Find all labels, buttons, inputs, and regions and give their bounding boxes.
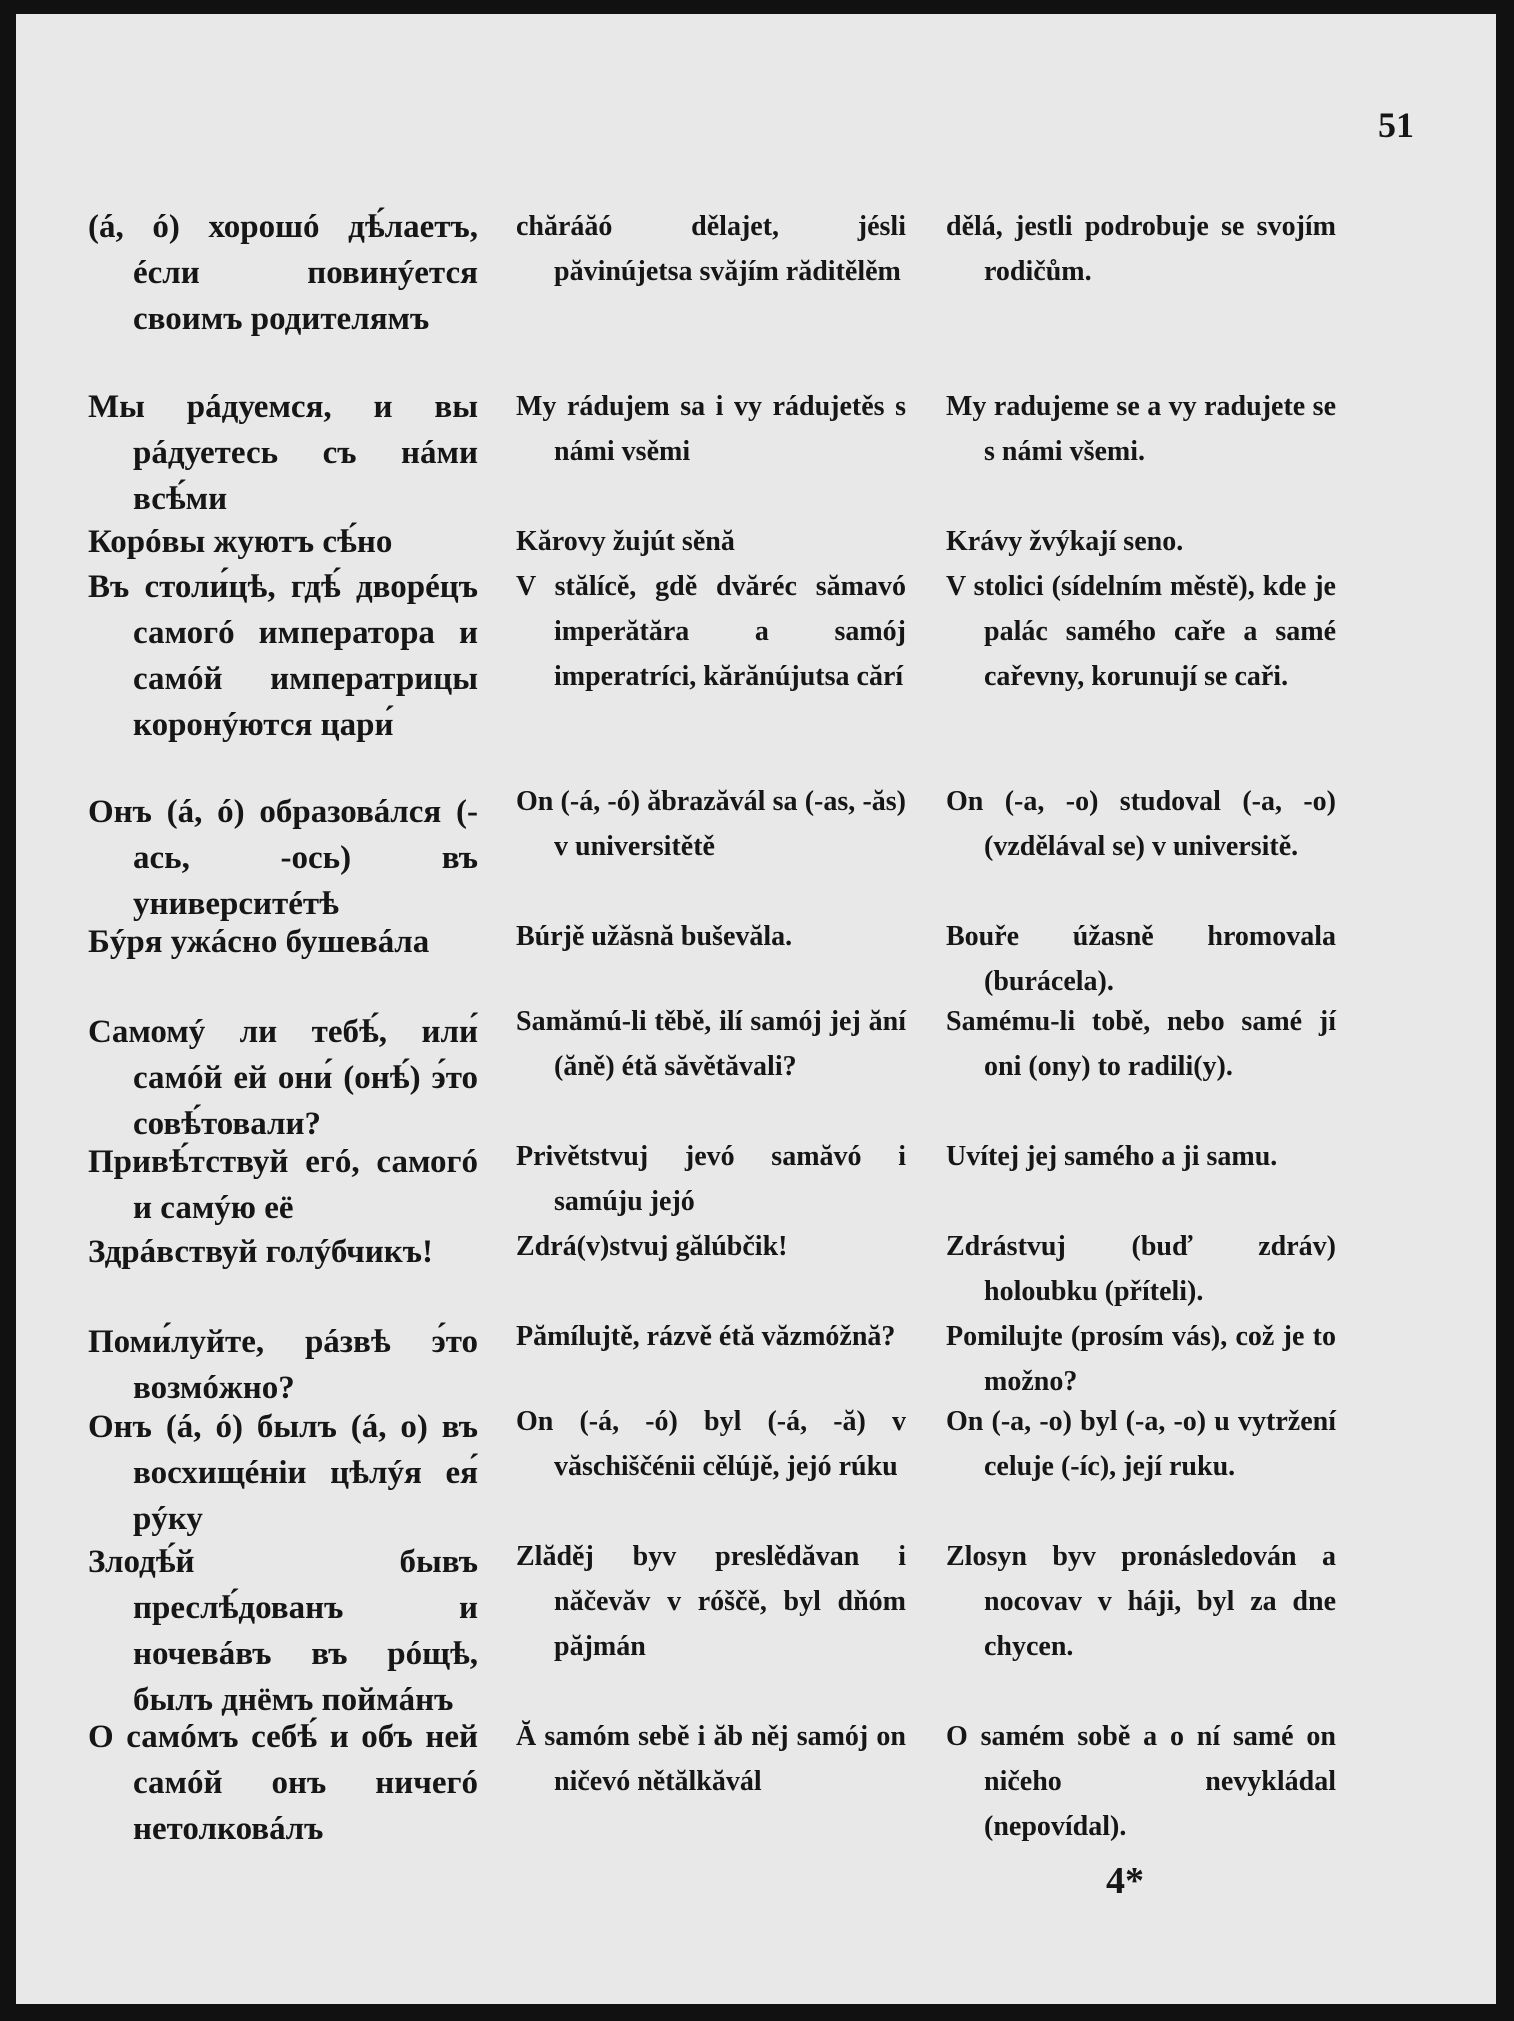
russian-entry: Онъ (á, ó) былъ (á, о) въ восхищéніи цѣлýя ея́ рýку bbox=[88, 1409, 478, 1537]
czech-entry: Krávy žvýkají seno. bbox=[946, 526, 1184, 557]
czech-entry: Pomilujte (prosím vás), což je to možno? bbox=[946, 1321, 1336, 1397]
czech-entry: On (-a, -o) byl (-a, -o) u vytržení celuje (-íc), její ruku. bbox=[946, 1406, 1336, 1482]
phonetic-entry: Ă samóm sebě i ăb něj samój on ničevó nětălkăvál bbox=[516, 1721, 906, 1797]
russian-entry: Злодѣ́й бывъ преслѣ́дованъ и ночевáвъ въ рóщѣ, былъ днёмъ поймáнъ bbox=[88, 1544, 478, 1718]
russian-entry: Здрáвствуй голýбчикъ! bbox=[88, 1234, 434, 1270]
russian-entry: Привѣ́тствуй егó, самогó и самýю её bbox=[88, 1144, 478, 1226]
phonetic-entry: Privětstvuj jevó samăvó i samúju jejó bbox=[516, 1141, 906, 1217]
phonetic-entry: Búrjě užăsnă buševăla. bbox=[516, 921, 793, 952]
russian-entry: (á, ó) хорошó дѣ́лаетъ, éсли повинýется своимъ родителямъ bbox=[88, 209, 478, 337]
czech-entry: On (-a, -o) studoval (-a, -o) (vzdělával se) v universitě. bbox=[946, 786, 1336, 862]
russian-entry: Поми́луйте, рáзвѣ э́то возмóжно? bbox=[88, 1324, 478, 1406]
czech-entry: V stolici (sídelním městě), kde je palác samého caře a samé cařevny, korunují se caři. bbox=[946, 571, 1336, 692]
russian-entry: Корóвы жуютъ сѣ́но bbox=[88, 524, 393, 560]
czech-entry: dělá, jestli podrobuje se svojím rodičům. bbox=[946, 211, 1336, 287]
czech-entry: Zdrástvuj (buď zdráv) holoubku (příteli). bbox=[946, 1231, 1336, 1307]
czech-entry: Uvítej jej samého a ji samu. bbox=[946, 1141, 1278, 1172]
czech-entry: Zlosyn byv pronásledován a nocovav v háji, byl za dne chycen. bbox=[946, 1541, 1336, 1662]
russian-entry: Онъ (á, ó) образовáлся (-ась, -ось) въ университéтѣ bbox=[88, 794, 478, 922]
signature-mark: 4* bbox=[1106, 1860, 1144, 1902]
czech-entry: O samém sobě a o ní samé on ničeho nevykládal (nepovídal). bbox=[946, 1721, 1336, 1842]
phonetic-entry: Zdrá(v)stvuj gălúbčik! bbox=[516, 1231, 788, 1262]
phonetic-entry: My rádujem sa i vy rádujetěs s námi vsěmi bbox=[516, 391, 906, 467]
phonetic-entry: V stălícě, gdě dvăréc sămavó imperătăra a samój imperatríci, kărănújutsa cărí bbox=[516, 571, 906, 692]
russian-entry: Въ столи́цѣ, гдѣ́ дворéцъ самогó императора и самóй императрицы коронýются цари́ bbox=[88, 569, 478, 743]
phonetic-entry: Kărovy žujút sěnă bbox=[516, 526, 735, 557]
book-page bbox=[16, 14, 1496, 2004]
trilingual-columns bbox=[16, 14, 1496, 2004]
russian-entry: О самóмъ себѣ́ и объ ней самóй онъ ничегó нетолковáлъ bbox=[88, 1719, 478, 1847]
czech-entry: Samému-li tobě, nebo samé jí oni (ony) to radili(y). bbox=[946, 1006, 1336, 1082]
czech-entry: My radujeme se a vy radujete se s námi všemi. bbox=[946, 391, 1336, 467]
russian-entry: Мы рáдуемся, и вы рáдуетесь съ нáми всѣ́ми bbox=[88, 389, 478, 517]
russian-entry: Самомý ли тебѣ́, или́ самóй ей они́ (онѣ́) э́то совѣ́товали? bbox=[88, 1014, 478, 1142]
phonetic-entry: Zlăděj byv preslědăvan i năčevăv v róščě, byl dňóm păjmán bbox=[516, 1541, 906, 1662]
phonetic-entry: Pămílujtě, rázvě étă văzmóžnă? bbox=[516, 1321, 896, 1352]
russian-entry: Бýря ужáсно бушевáла bbox=[88, 924, 430, 960]
phonetic-entry: On (-á, -ó) ăbrazăvál sa (-as, -ăs) v universitětě bbox=[516, 786, 906, 862]
phonetic-entry: chăráăó dělajet, jésli păvinújetsa svăjím răditělěm bbox=[516, 211, 906, 287]
czech-entry: Bouře úžasně hromovala (burácela). bbox=[946, 921, 1336, 997]
phonetic-entry: Samămú-li těbě, ilí samój jej ăní (ăně) étă săvětăvali? bbox=[516, 1006, 906, 1082]
phonetic-entry: On (-á, -ó) byl (-á, -ă) v văschiščénii cělújě, jejó rúku bbox=[516, 1406, 906, 1482]
page-number: 51 bbox=[1378, 105, 1414, 145]
